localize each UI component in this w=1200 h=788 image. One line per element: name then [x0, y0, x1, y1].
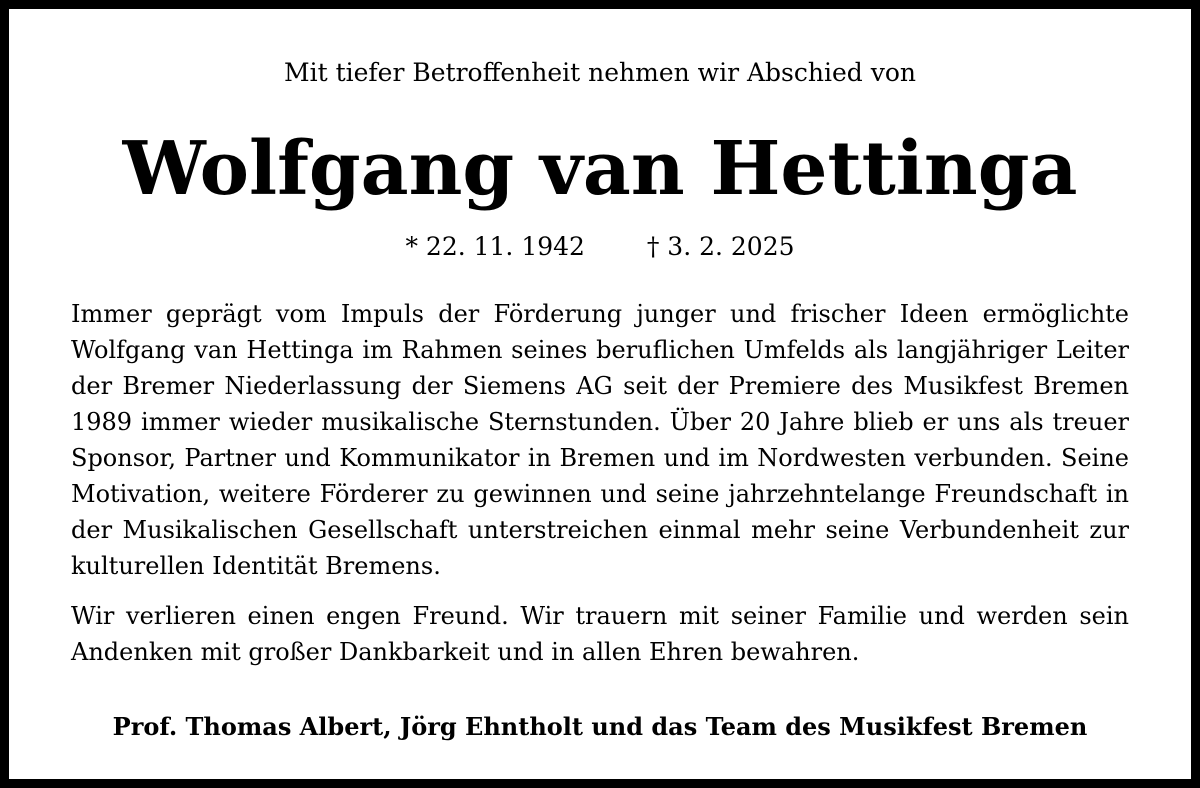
birth-date: * 22. 11. 1942	[405, 232, 585, 261]
body-paragraph-farewell: Wir verlieren einen engen Freund. Wir trauern mit seiner Familie und werden sein Andenken mit großer Dankbarkeit und in allen Ehren bewahren.	[71, 602, 1129, 666]
body-paragraph-tribute: Immer geprägt vom Impuls der Förderung junger und frischer Ideen ermöglichte Wolfgang van Hettinga im Rahmen seines beruflichen Umfelds als langjähriger Leiter der Bremer Niederlassung der Siemens AG seit der Premiere des Musikfest Bremen 1989 immer wieder musikalische Sternstunden. Über 20 Jahre blieb er uns als treuer Sponsor, Partner und Kommunikator in Bremen und im Nordwesten verbunden. Seine Motivation, weitere Förderer zu gewinnen und seine jahrzehntelange Freundschaft in der Musikalischen Gesellschaft unterstreichen einmal mehr seine Verbundenheit zur kulturellen Identität Bremens.	[71, 300, 1129, 580]
death-date: † 3. 2. 2025	[646, 232, 795, 261]
intro-line: Mit tiefer Betroffenheit nehmen wir Abschied von	[284, 58, 916, 87]
signature-line: Prof. Thomas Albert, Jörg Ehntholt und das Team des Musikfest Bremen	[112, 712, 1088, 741]
deceased-name: Wolfgang van Hettinga	[122, 126, 1078, 212]
life-dates	[9, 231, 1191, 263]
obituary-body	[71, 296, 1129, 670]
